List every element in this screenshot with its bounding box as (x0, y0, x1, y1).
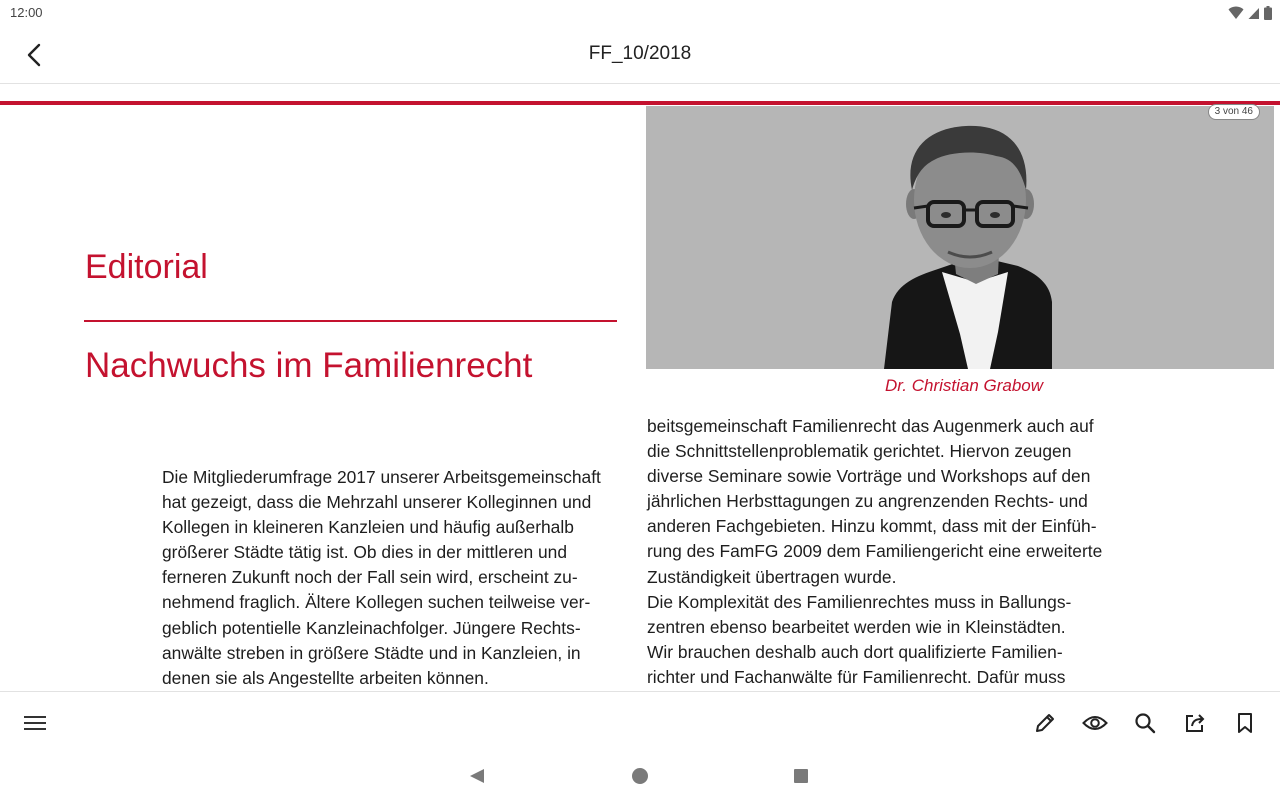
eye-icon[interactable] (1078, 706, 1112, 740)
share-icon[interactable] (1178, 706, 1212, 740)
toolbar-actions (1028, 706, 1262, 740)
text-line: die Schnittstellenproblematik gerichtet. Hiervon zeugen (647, 441, 1072, 462)
text-line: jährlichen Herbsttagungen zu angrenzenden Rechts- und (647, 491, 1088, 512)
status-time: 12:00 (10, 5, 43, 20)
text-line: Die Mitgliederumfrage 2017 unserer Arbeitsgemeinschaft (162, 467, 601, 487)
title-rule (84, 320, 617, 322)
pencil-icon[interactable] (1028, 706, 1062, 740)
photo-caption: Dr. Christian Grabow (884, 376, 1044, 395)
text-line: beitsgemeinschaft Familienrecht das Augenmerk auch auf (647, 416, 1094, 436)
hamburger-menu-icon[interactable] (18, 706, 52, 740)
text-line: Wir brauchen deshalb auch dort qualifizierte Familien- (647, 641, 1063, 662)
text-line: geblich potentielle Kanzleinachfolger. Jüngere Rechts- (162, 617, 581, 638)
page-top-rule (0, 101, 1280, 105)
text-line: anwälte streben in größere Städte und in Kanzleien, in (162, 642, 581, 663)
page-indicator: 3 von 46 (1208, 104, 1260, 120)
text-line: nehmend fraglich. Ältere Kollegen suchen teilweise ver- (162, 592, 591, 613)
text-line: diverse Seminare sowie Vorträge und Workshops auf den (647, 466, 1091, 487)
text-line: Kollegen in kleineren Kanzleien und häufig außerhalb (162, 517, 574, 538)
document-page[interactable] (0, 85, 1280, 691)
search-icon[interactable] (1128, 706, 1162, 740)
reader-toolbar (0, 691, 1280, 753)
signal-icon (1248, 5, 1260, 24)
status-bar (0, 0, 1280, 26)
left-text-column (162, 465, 601, 691)
app-header (0, 26, 1280, 84)
text-line: rung des FamFG 2009 dem Familiengericht eine erweiterte (647, 541, 1103, 562)
status-icons (1228, 5, 1272, 24)
text-line: denen sie als Angestellte arbeiten können. (162, 667, 489, 688)
nav-back-icon[interactable] (469, 768, 485, 788)
nav-home-icon[interactable] (632, 768, 648, 784)
text-line: hat gezeigt, dass die Mehrzahl unserer Kolleginnen und (162, 492, 592, 513)
nav-recents-icon[interactable] (794, 769, 808, 783)
wifi-icon (1228, 5, 1244, 24)
text-line: anderen Fachgebieten. Hinzu kommt, dass mit der Einfüh- (647, 516, 1097, 537)
battery-icon (1264, 5, 1272, 24)
text-line: ferneren Zukunft noch der Fall sein wird, erscheint zu- (162, 567, 578, 588)
system-nav-bar (0, 753, 1280, 800)
text-line: Die Komplexität des Familienrechtes muss in Ballungs- (647, 591, 1072, 612)
author-photo (646, 106, 1274, 369)
document-title: FF_10/2018 (588, 43, 692, 64)
text-line: richter und Fachanwälte für Familienrecht. Dafür muss (647, 666, 1066, 687)
text-line: größerer Städte tätig ist. Ob dies in der mittleren und (162, 542, 568, 563)
text-line: Zuständigkeit übertragen wurde. (647, 566, 897, 587)
bookmark-icon[interactable] (1228, 706, 1262, 740)
article-title: Nachwuchs im Familienrecht (85, 346, 533, 385)
right-text-column (647, 414, 1102, 690)
section-label: Editorial (85, 248, 208, 286)
text-line: zentren ebenso bearbeitet werden wie in Kleinstädten. (647, 616, 1066, 637)
